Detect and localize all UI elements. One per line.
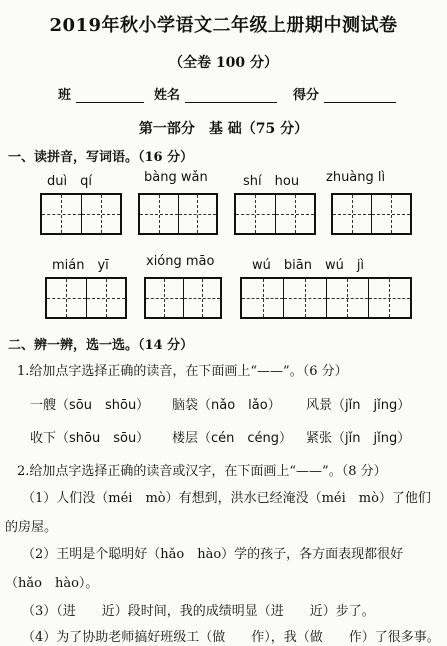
choice-item xyxy=(306,427,410,446)
class-field xyxy=(58,84,144,103)
pinyin-label: bàng wǎn xyxy=(144,170,208,185)
pinyin-label: xióng māo xyxy=(146,254,215,269)
choice-item xyxy=(306,394,410,413)
choice-pinyin[interactable]: （sōu shōu） xyxy=(56,398,150,413)
choice-pinyin[interactable]: （jǐn jǐng） xyxy=(332,398,411,413)
choice-word: 一艘 xyxy=(30,398,57,413)
choice-pinyin[interactable]: （cén céng） xyxy=(198,431,293,446)
section-two-title: 二、辨一辨，选一选。（14 分） xyxy=(8,338,194,353)
pinyin-label: duì qí xyxy=(47,174,92,189)
pinyin-label: shí hou xyxy=(243,174,300,189)
writing-grid[interactable] xyxy=(40,193,122,235)
question-2-line: （4）为了协助老师搞好班级工（做 作），我（做 作）了很多事。 xyxy=(22,630,440,645)
question-1-prompt: 1.给加点字选择正确的读音，在下面画上“——”。（6 分） xyxy=(17,364,348,379)
question-2-line: （hǎo hào）。 xyxy=(5,576,99,591)
choice-item xyxy=(30,394,149,413)
choice-item xyxy=(172,427,292,446)
choice-word: 楼层 xyxy=(172,431,199,446)
name-label: 姓名 xyxy=(154,88,181,103)
name-blank[interactable] xyxy=(185,102,277,103)
writing-grid[interactable] xyxy=(234,193,316,235)
choice-word: 收下 xyxy=(30,431,57,446)
writing-grid[interactable] xyxy=(138,193,218,235)
question-2-prompt: 2.给加点字选择正确的读音或汉字，在下面画上“——”。（8 分） xyxy=(17,464,387,479)
pinyin-label: mián yī xyxy=(52,258,109,273)
score-blank[interactable] xyxy=(324,102,396,103)
exam-title: 2019年秋小学语文二年级上册期中测试卷 xyxy=(49,15,398,36)
choice-word: 脑袋 xyxy=(172,398,199,413)
choice-item xyxy=(30,427,149,446)
pinyin-label: zhuàng lì xyxy=(326,170,386,185)
choice-item xyxy=(172,394,281,413)
choice-pinyin[interactable]: （shōu sōu） xyxy=(56,431,150,446)
choice-word: 风景 xyxy=(306,398,333,413)
writing-grid[interactable] xyxy=(144,277,222,319)
score-label: 得分 xyxy=(293,88,320,103)
section-one-title: 一、读拼音，写词语。（16 分） xyxy=(8,150,194,165)
choice-pinyin[interactable]: （jǐn jǐng） xyxy=(332,431,411,446)
question-2-line: （3）（进 近）段时间，我的成绩明显（进 近）步了。 xyxy=(22,604,375,619)
class-blank[interactable] xyxy=(76,102,144,103)
part-one-heading: 第一部分 基 础（75 分） xyxy=(138,121,309,137)
pinyin-label: wú biān wú jì xyxy=(252,258,365,273)
writing-grid[interactable] xyxy=(45,277,127,319)
question-2-line: （2）王明是个聪明好（hǎo hào）学的孩子，各方面表现都很好 xyxy=(22,547,404,562)
total-score-note: （全卷 100 分） xyxy=(169,55,278,71)
choice-word: 紧张 xyxy=(306,431,333,446)
name-field xyxy=(154,84,277,103)
score-field xyxy=(293,84,396,103)
question-2-line: （1）人们没（méi mò）有想到，洪水已经淹没（méi mò）了他们 xyxy=(22,491,431,506)
writing-grid[interactable] xyxy=(331,193,412,235)
choice-pinyin[interactable]: （nǎo lǎo） xyxy=(198,398,281,413)
class-label: 班 xyxy=(58,88,72,103)
writing-grid[interactable] xyxy=(240,277,412,319)
question-2-line: 的房屋。 xyxy=(5,520,58,535)
